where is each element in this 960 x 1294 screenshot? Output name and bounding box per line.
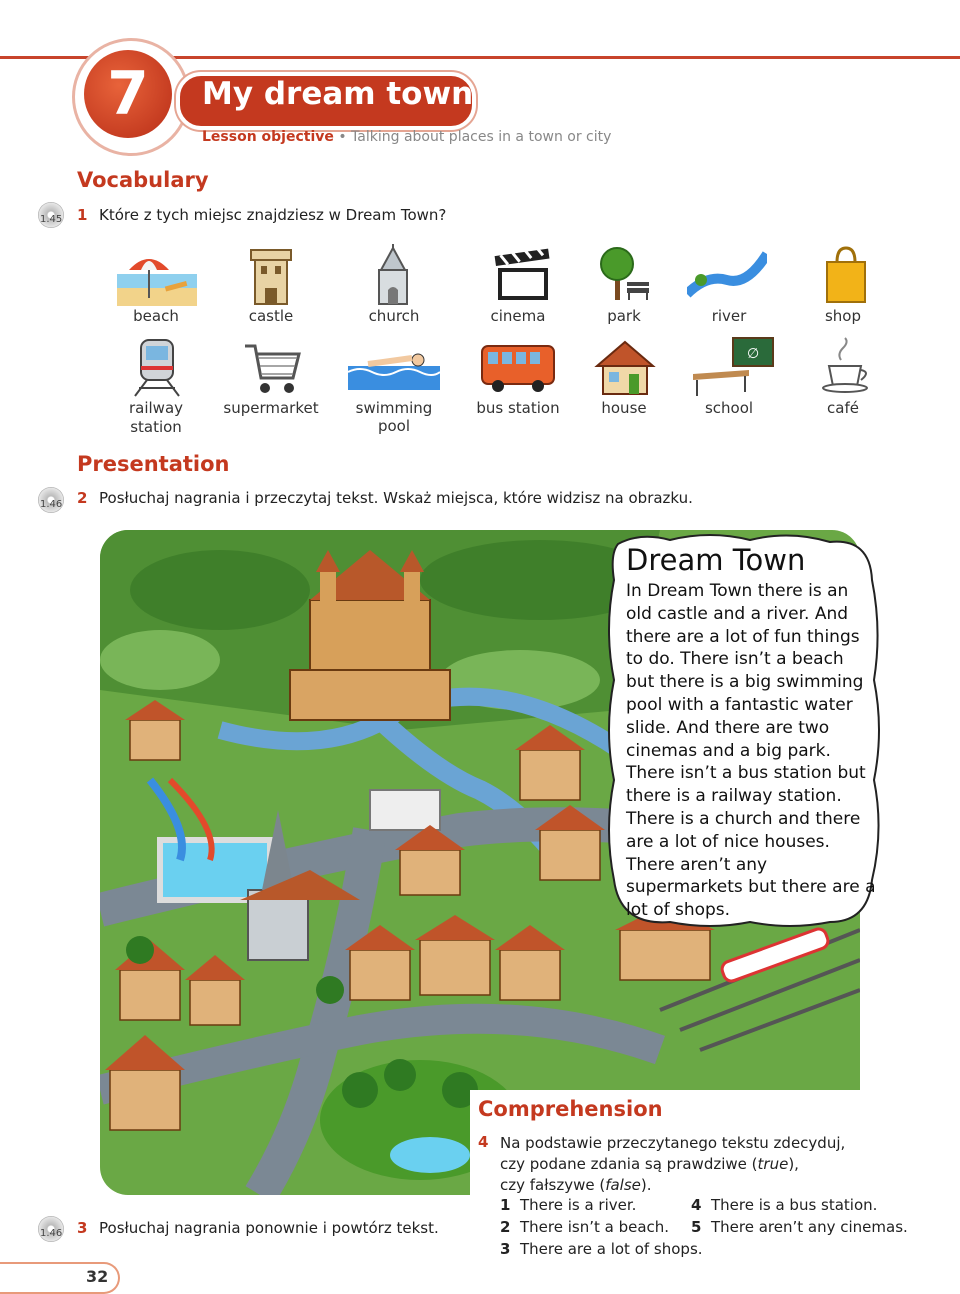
vocab-label-supermarket: supermarket (223, 399, 319, 417)
vocab-label-school: school (704, 399, 754, 417)
unit-number: 7 (107, 59, 149, 129)
vocab-label-house: house (601, 399, 647, 417)
statement-text: There is a bus station. (710, 1196, 878, 1214)
audio-track-label: 1.45 (40, 214, 63, 225)
vocab-label-railway-line1: railway (128, 399, 184, 417)
statement-text: There aren’t any cinemas. (710, 1218, 908, 1236)
false-word: false (605, 1176, 641, 1194)
page-number-tab (0, 1262, 120, 1294)
vocab-label-cinema: cinema (490, 307, 546, 325)
vocab-label-castle: castle (248, 307, 294, 325)
true-word: true (757, 1155, 789, 1173)
vocab-label-park: park (607, 307, 641, 325)
train-icon (117, 336, 197, 398)
comprehension-heading: Comprehension (478, 1097, 663, 1121)
comprehension-instruction-line1: Na podstawie przeczytanego tekstu zdecyduj, (500, 1134, 846, 1152)
vocab-label-cafe: café (827, 399, 859, 417)
svg-text:∅: ∅ (747, 346, 760, 362)
shopping-cart-icon (231, 336, 311, 398)
beach-icon (117, 244, 197, 306)
lesson-objective-label: Lesson objective (202, 129, 334, 145)
shopping-bag-icon (805, 244, 885, 306)
vocab-label-railway-line2: station (130, 418, 182, 436)
vocab-label-beach: beach (133, 307, 179, 325)
page-number: 32 (86, 1267, 109, 1286)
presentation-heading: Presentation (77, 452, 230, 476)
vocab-label-railway-station (101, 399, 211, 437)
exercise-instruction: Które z tych miejsc znajdziesz w Dream Town? (99, 206, 447, 224)
instruction-text: ). (640, 1176, 652, 1194)
unit-title: My dream town (202, 76, 474, 112)
statement-number: 1 (500, 1196, 511, 1214)
exercise-number: 1 (77, 206, 88, 224)
vocab-label-bus-station: bus station (476, 399, 560, 417)
statement-number: 2 (500, 1218, 511, 1236)
exercise-instruction: Posłuchaj nagrania ponownie i powtórz tekst. (99, 1219, 439, 1237)
bus-icon (478, 336, 558, 398)
story-title: Dream Town (626, 543, 806, 577)
audio-track-label: 1.46 (40, 1228, 63, 1239)
comprehension-instruction (500, 1133, 880, 1196)
instruction-text: ), (788, 1155, 799, 1173)
castle-icon (231, 244, 311, 306)
instruction-text: czy podane zdania są prawdziwe ( (500, 1155, 758, 1173)
vocab-label-shop: shop (824, 307, 862, 325)
vocabulary-heading: Vocabulary (77, 168, 209, 192)
statement-number: 5 (691, 1218, 702, 1236)
statement-text: There are a lot of shops. (519, 1240, 703, 1258)
exercise-instruction: Posłuchaj nagrania i przeczytaj tekst. Wskaż miejsca, które widzisz na obrazku. (99, 489, 693, 507)
vocab-label-river: river (711, 307, 747, 325)
church-icon (353, 244, 433, 306)
instruction-text: czy fałszywe ( (500, 1176, 606, 1194)
unit-number-badge (84, 50, 172, 138)
comprehension-instruction-line2 (500, 1154, 880, 1175)
statement-text: There is a river. (519, 1196, 637, 1214)
swimmer-icon (348, 336, 440, 398)
vocab-label-swimming-pool: swimming pool (355, 399, 433, 435)
park-icon (585, 244, 665, 306)
statement-number: 4 (691, 1196, 702, 1214)
statement-number: 3 (500, 1240, 511, 1258)
school-desk-icon (689, 336, 781, 398)
lesson-objective (202, 129, 611, 145)
clapperboard-icon (482, 244, 562, 306)
statement-item (500, 1218, 669, 1236)
river-icon (687, 244, 767, 306)
statement-text: There isn’t a beach. (519, 1218, 670, 1236)
lesson-objective-text: • Talking about places in a town or city (338, 129, 612, 145)
statement-item (500, 1240, 703, 1258)
statement-item (691, 1196, 877, 1214)
exercise-number: 4 (478, 1133, 489, 1151)
house-icon (585, 336, 665, 398)
vocab-label-church: church (368, 307, 420, 325)
exercise-number: 3 (77, 1219, 88, 1237)
statement-item (691, 1218, 908, 1236)
exercise-number: 2 (77, 489, 88, 507)
statement-item (500, 1196, 636, 1214)
comprehension-instruction-line3 (500, 1175, 880, 1196)
audio-track-label: 1.46 (40, 499, 63, 510)
coffee-cup-icon (805, 336, 885, 398)
story-text: In Dream Town there is an old castle and a river. And there are a lot of fun things to do. There isn’t a beach but there is a big swimming pool with a fantastic water slide. And there are two cinemas and a big park. There isn’t a bus station but there is a railway station. There is a church and there are a lot of nice houses. There aren’t any supermarkets but there are a lot of shops. (626, 581, 876, 921)
